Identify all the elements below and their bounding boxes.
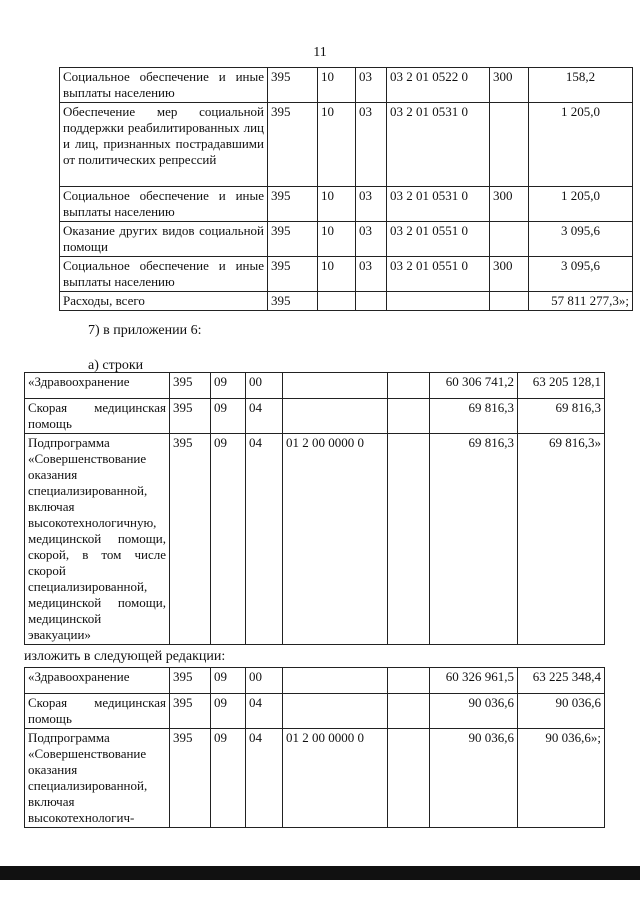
ved-code: 395 <box>170 694 211 729</box>
section-code: 09 <box>211 668 246 694</box>
amount: 1 205,0 <box>529 103 633 187</box>
table-row <box>25 668 605 694</box>
section-code: 09 <box>211 694 246 729</box>
amount-year-1: 69 816,3 <box>430 434 518 645</box>
section-code: 10 <box>318 187 356 222</box>
subsection-code: 03 <box>356 68 387 103</box>
target-article-code: 03 2 01 0551 0 <box>387 257 490 292</box>
table-row <box>60 187 633 222</box>
subsection-code: 04 <box>246 399 283 434</box>
table-row <box>60 257 633 292</box>
section-code: 10 <box>318 222 356 257</box>
expense-type-code <box>388 399 430 434</box>
target-article-code: 01 2 00 0000 0 <box>283 434 388 645</box>
ved-code: 395 <box>268 103 318 187</box>
budget-table-continuation <box>59 67 633 311</box>
target-article-code: 03 2 01 0551 0 <box>387 222 490 257</box>
amount: 158,2 <box>529 68 633 103</box>
ved-code: 395 <box>268 222 318 257</box>
subsection-code: 00 <box>246 668 283 694</box>
amount-year-1: 60 326 961,5 <box>430 668 518 694</box>
expense-type-code: 300 <box>490 68 529 103</box>
expense-type-code <box>388 694 430 729</box>
rows-subitem: а) строки <box>88 358 144 373</box>
expense-type-code <box>388 668 430 694</box>
ved-code: 395 <box>170 668 211 694</box>
amount-year-2: 63 205 128,1 <box>518 373 605 399</box>
row-description: Оказание других видов социальной помощи <box>60 222 268 257</box>
row-description: Социальное обеспечение и иные выплаты населению <box>60 257 268 292</box>
amount-year-2: 90 036,6»; <box>518 729 605 828</box>
old-rows-table <box>24 372 605 645</box>
amount: 1 205,0 <box>529 187 633 222</box>
amount-year-2: 63 225 348,4 <box>518 668 605 694</box>
section-code: 10 <box>318 103 356 187</box>
expense-type-code <box>490 222 529 257</box>
target-article-code <box>387 292 490 311</box>
amount-year-1: 60 306 741,2 <box>430 373 518 399</box>
amount: 3 095,6 <box>529 222 633 257</box>
section-code: 09 <box>211 373 246 399</box>
table-row <box>60 103 633 187</box>
target-article-code: 03 2 01 0522 0 <box>387 68 490 103</box>
target-article-code <box>283 694 388 729</box>
amount-year-1: 90 036,6 <box>430 694 518 729</box>
ved-code: 395 <box>170 399 211 434</box>
target-article-code: 01 2 00 0000 0 <box>283 729 388 828</box>
amendment-item: 7) в приложении 6: <box>88 323 202 338</box>
table-row <box>60 222 633 257</box>
target-article-code: 03 2 01 0531 0 <box>387 103 490 187</box>
expense-type-code <box>388 434 430 645</box>
amount-year-2: 69 816,3 <box>518 399 605 434</box>
table-row <box>60 292 633 311</box>
target-article-code <box>283 668 388 694</box>
section-code: 10 <box>318 68 356 103</box>
amount-year-1: 90 036,6 <box>430 729 518 828</box>
expense-type-code <box>388 373 430 399</box>
row-description: Социальное обеспечение и иные выплаты населению <box>60 187 268 222</box>
ved-code: 395 <box>268 257 318 292</box>
expense-type-code <box>490 292 529 311</box>
subsection-code: 04 <box>246 729 283 828</box>
row-description: Обеспечение мер социальной поддержки реабилитированных лиц и лиц, признанных пострадавшими от политических репрессий <box>60 103 268 187</box>
ved-code: 395 <box>170 434 211 645</box>
target-article-code <box>283 373 388 399</box>
edit-instruction: изложить в следующей редакции: <box>24 649 226 664</box>
expense-type-code: 300 <box>490 257 529 292</box>
row-description: «Здравоохранение <box>25 668 170 694</box>
subsection-code: 03 <box>356 187 387 222</box>
subsection-code: 03 <box>356 257 387 292</box>
section-code: 10 <box>318 257 356 292</box>
subsection-code: 04 <box>246 434 283 645</box>
subsection-code: 03 <box>356 103 387 187</box>
table-row <box>25 434 605 645</box>
section-code: 09 <box>211 434 246 645</box>
amount-year-1: 69 816,3 <box>430 399 518 434</box>
section-code: 09 <box>211 399 246 434</box>
table-row <box>60 68 633 103</box>
subsection-code <box>356 292 387 311</box>
expense-type-code <box>388 729 430 828</box>
ved-code: 395 <box>268 292 318 311</box>
scan-edge-bar <box>0 866 640 880</box>
table-row <box>25 694 605 729</box>
subsection-code: 04 <box>246 694 283 729</box>
ved-code: 395 <box>268 187 318 222</box>
table-row <box>25 399 605 434</box>
row-description: Подпрограмма «Совершенствование оказания специализированной, включая высокотехнологичную, медицинской помощи, скорой, в том числе скорой специализированной, медицинской помощи, медицинской эвакуации» <box>25 434 170 645</box>
subsection-code: 00 <box>246 373 283 399</box>
row-description: Социальное обеспечение и иные выплаты населению <box>60 68 268 103</box>
amount-year-2: 69 816,3» <box>518 434 605 645</box>
page-number: 11 <box>313 45 327 60</box>
ved-code: 395 <box>268 68 318 103</box>
new-rows-table <box>24 667 605 828</box>
amount-year-2: 90 036,6 <box>518 694 605 729</box>
row-description: Скорая медицинская помощь <box>25 694 170 729</box>
expense-type-code <box>490 103 529 187</box>
target-article-code <box>283 399 388 434</box>
amount-total: 57 811 277,3»; <box>529 292 633 311</box>
row-description: Подпрограмма «Совершенствование оказания специализированной, включая высокотехнологич- <box>25 729 170 828</box>
expense-type-code: 300 <box>490 187 529 222</box>
target-article-code: 03 2 01 0531 0 <box>387 187 490 222</box>
ved-code: 395 <box>170 729 211 828</box>
subsection-code: 03 <box>356 222 387 257</box>
section-code: 09 <box>211 729 246 828</box>
table-row <box>25 373 605 399</box>
row-description: Расходы, всего <box>60 292 268 311</box>
ved-code: 395 <box>170 373 211 399</box>
section-code <box>318 292 356 311</box>
table-row <box>25 729 605 828</box>
row-description: Скорая медицинская помощь <box>25 399 170 434</box>
row-description: «Здравоохранение <box>25 373 170 399</box>
amount: 3 095,6 <box>529 257 633 292</box>
